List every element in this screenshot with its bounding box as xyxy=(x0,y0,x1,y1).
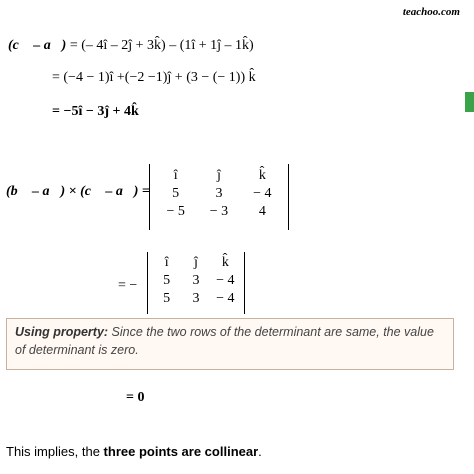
eq-line-1 xyxy=(8,38,254,54)
det1-cell: ĵ xyxy=(217,168,221,183)
conclusion-bold: three points are collinear xyxy=(103,444,259,459)
det2-cell: 5 xyxy=(163,273,171,288)
equals-negative: = − xyxy=(118,278,138,293)
property-title: Using property: xyxy=(15,325,109,339)
cross-product-lhs xyxy=(6,184,150,200)
eq-line-1-rhs: = (– 4î – 2ĵ + 3k̂) – (1î + 1ĵ – 1k̂) xyxy=(66,38,254,53)
det1-cell: 4 xyxy=(258,204,266,219)
eq-line-1-lhs: (c⃗ – a⃗) xyxy=(8,38,67,53)
conclusion-prefix: This implies, the xyxy=(6,444,104,459)
determinant-2-grid xyxy=(148,252,244,310)
det1-cell: k̂ xyxy=(258,168,266,183)
determinant-1-grid xyxy=(150,164,288,224)
det2-cell: − 4 xyxy=(216,291,235,306)
det1-cell: 3 xyxy=(215,186,223,201)
det1-cell: − 4 xyxy=(253,186,272,201)
cross-product-expression: (b⃗ – a⃗) × (c⃗ – a⃗) = xyxy=(6,184,150,199)
det2-cell: 3 xyxy=(192,273,200,288)
conclusion xyxy=(6,444,262,459)
det1-cell: î xyxy=(173,168,178,183)
result-zero-vector: = 0⃗ xyxy=(126,390,156,405)
eq-line-3: = −5î − 3ĵ + 4k̂ xyxy=(52,104,139,119)
determinant-1 xyxy=(149,164,289,230)
det1-cell: 5 xyxy=(172,186,180,201)
conclusion-suffix: . xyxy=(258,444,262,459)
det1-cell: − 5 xyxy=(166,204,185,219)
det1-cell: − 3 xyxy=(209,204,229,219)
det2-cell: − 4 xyxy=(216,273,235,288)
side-accent-bar xyxy=(465,92,474,112)
det2-cell: 5 xyxy=(163,291,171,306)
determinant-2 xyxy=(147,252,245,314)
det2-cell: î xyxy=(164,255,169,270)
property-text: Since the two rows of the determinant are same, the value of determinant is zero. xyxy=(15,325,434,357)
det2-cell: ĵ xyxy=(194,255,198,270)
property-note-box xyxy=(6,318,454,370)
det2-cell: 3 xyxy=(192,291,200,306)
eq-line-2: = (−4 − 1)î +(−2 −1)ĵ + (3 − (− 1)) k̂ xyxy=(52,70,256,85)
det2-cell: k̂ xyxy=(221,255,229,270)
teachoo-logo: teachoo.com xyxy=(402,6,460,18)
